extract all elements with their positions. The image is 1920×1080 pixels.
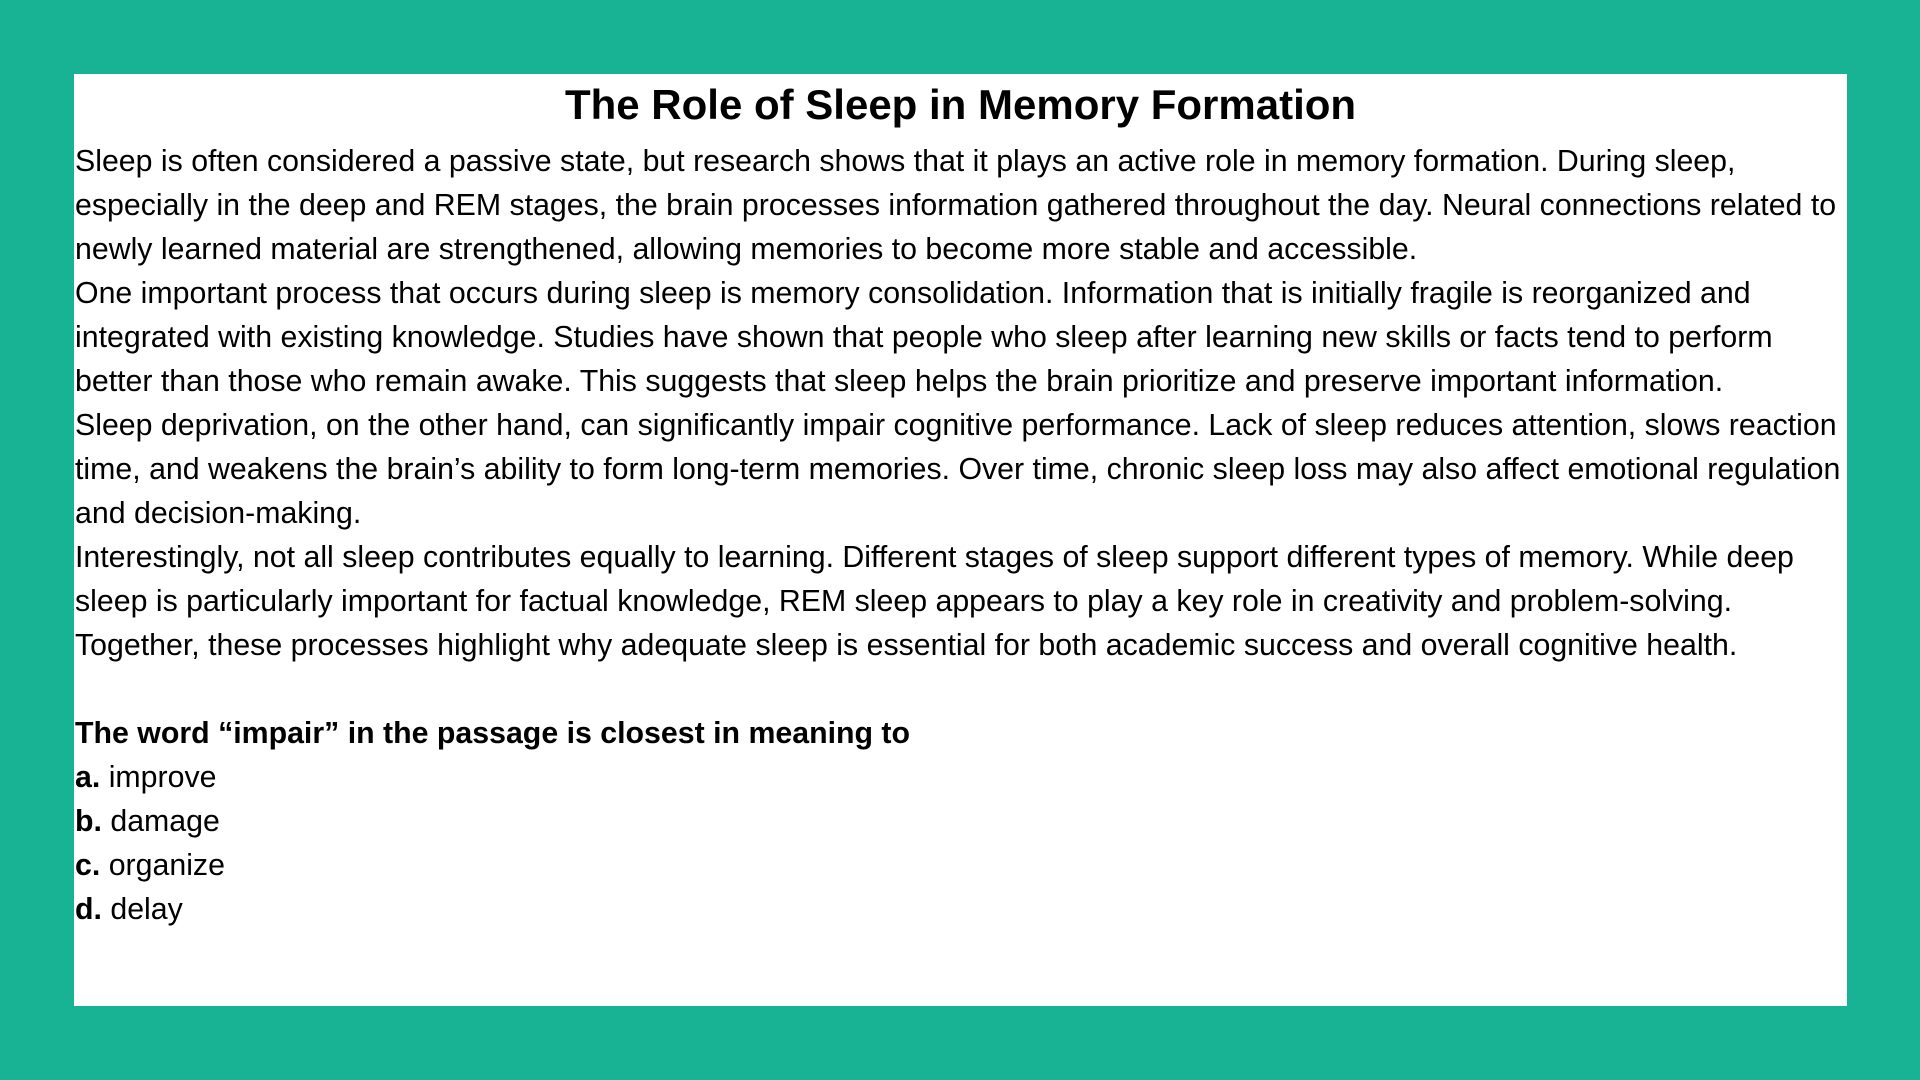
option-a-text: improve <box>108 761 217 794</box>
option-c[interactable] <box>75 844 1847 888</box>
document-title: The Role of Sleep in Memory Formation <box>564 81 1357 128</box>
option-b-text: damage <box>110 805 220 838</box>
passage <box>74 140 1847 668</box>
option-a-letter: a. <box>75 761 101 794</box>
passage-paragraph-2: One important process that occurs during sleep is memory consolidation. Information that is initially fragile is reorganized and integrated with existing knowledge. Studies have shown that people who sleep after learning new skills or facts tend to perform better than those who remain awake. This suggests that sleep helps the brain prioritize and preserve important information. <box>75 277 1773 398</box>
option-c-text: organize <box>108 849 225 882</box>
section-spacer <box>74 668 1847 712</box>
option-b[interactable] <box>75 800 1847 844</box>
option-d-letter: d. <box>75 893 102 926</box>
answer-options <box>74 756 1847 932</box>
passage-paragraph-1: Sleep is often considered a passive state, but research shows that it plays an active role in memory formation. During sleep, especially in the deep and REM stages, the brain processes information gathered throughout the day. Neural connections related to newly learned material are strengthened, allowing memories to become more stable and accessible. <box>75 145 1837 266</box>
option-c-letter: c. <box>75 849 101 882</box>
option-a[interactable] <box>75 756 1847 800</box>
document-card <box>74 74 1847 1006</box>
option-d-text: delay <box>110 893 183 926</box>
option-d[interactable] <box>75 888 1847 932</box>
passage-paragraph-3: Sleep deprivation, on the other hand, can significantly impair cognitive performance. Lack of sleep reduces attention, slows reaction time, and weakens the brain’s ability to form long-term memories. Over time, chronic sleep loss may also affect emotional regulation and decision-making. <box>75 409 1841 530</box>
option-b-letter: b. <box>75 805 102 838</box>
question-prompt: The word “impair” in the passage is closest in meaning to <box>75 717 911 750</box>
passage-paragraph-4: Interestingly, not all sleep contributes equally to learning. Different stages of sleep support different types of memory. While deep sleep is particularly important for factual knowledge, REM sleep appears to play a key role in creativity and problem-solving. Together, these processes highlight why adequate sleep is essential for both academic success and overall cognitive health. <box>75 541 1794 662</box>
